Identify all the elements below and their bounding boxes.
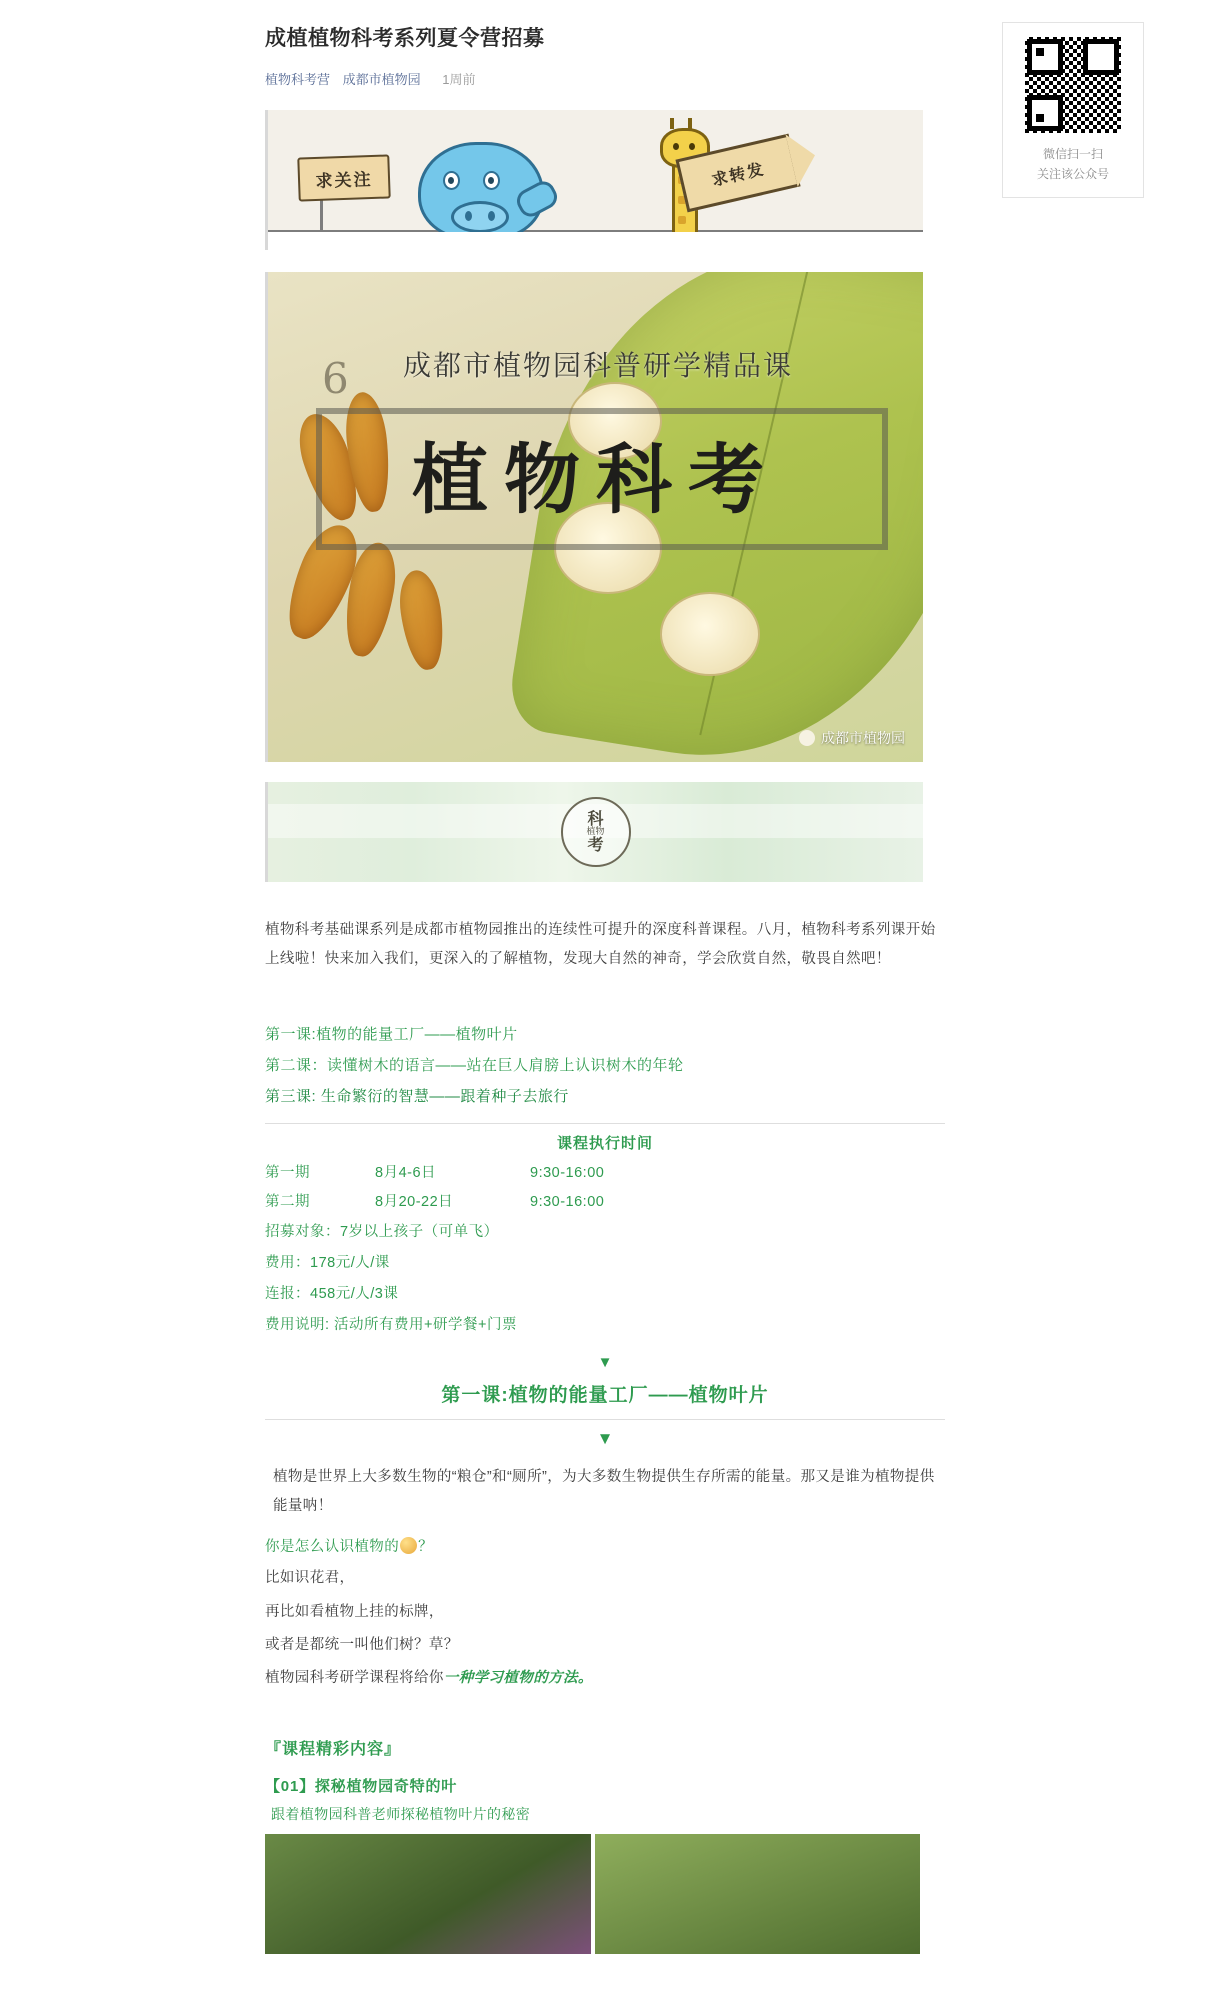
qr-caption-line1: 微信扫一扫	[1042, 147, 1103, 161]
section-line-3: 或者是都统一叫他们树？草？	[265, 1637, 459, 1654]
detail-audience: 招募对象：7岁以上孩子（可单飞）	[265, 1223, 499, 1240]
section-closing	[265, 1662, 945, 1695]
caret-down-icon-2: ▼	[596, 1429, 614, 1449]
qr-code-image	[1025, 37, 1121, 133]
divider	[265, 1123, 945, 1124]
account-avatar-icon	[799, 730, 815, 746]
strip-image	[265, 782, 923, 882]
seal-bottom-char: 考	[587, 835, 604, 855]
page-title: 成植植物科考系列夏令营招募	[265, 27, 545, 50]
meta-time: 1周前	[442, 72, 476, 88]
article-body	[265, 24, 945, 1954]
lesson-list	[265, 1020, 945, 1112]
photo-2	[595, 1834, 921, 1954]
lesson-item-3: 第三课: 生命繁衍的智慧——跟着种子去旅行	[265, 1087, 569, 1105]
flower-graphic-3	[660, 592, 760, 676]
content-block-heading: 『课程精彩内容』	[265, 1740, 402, 1758]
schedule-time-2: 9:30-16:00	[530, 1193, 605, 1210]
photo-strip	[265, 1834, 920, 1954]
schedule-row-1	[265, 1159, 945, 1188]
content-item-title: 【01】探秘植物园奇特的叶	[265, 1777, 458, 1795]
share-sign: 求转发	[675, 134, 800, 213]
seal-top-char: 科	[587, 808, 604, 828]
section-line-1: 比如识花君，	[265, 1570, 355, 1587]
seal-mid-char: 植物	[586, 826, 605, 837]
detail-price: 费用：178元/人/课	[265, 1254, 390, 1271]
section-question	[265, 1533, 945, 1562]
follow-sign: 求关注	[297, 155, 390, 202]
meta-publisher[interactable]: 成都市植物园	[342, 72, 421, 88]
schedule-time-1: 9:30-16:00	[530, 1164, 605, 1181]
section-paragraph: 植物是世界上大多数生物的“粮仓”和“厕所”，为大多数生物提供生存所需的能量。那又是谁为植物提供能量呐！	[273, 1469, 935, 1515]
hippo-icon	[418, 142, 544, 240]
cover-title: 植物科考	[412, 434, 780, 524]
cover-credit-text: 成都市植物园	[821, 730, 905, 747]
caret-down-icon-1: ▼	[597, 1354, 613, 1372]
seal-icon	[561, 797, 631, 867]
schedule-term-2: 第二期	[265, 1193, 310, 1210]
schedule-row-2	[265, 1188, 945, 1217]
smiley-icon	[400, 1537, 417, 1554]
section-question-prefix: 你是怎么认识植物的	[265, 1539, 400, 1556]
photo-1	[265, 1834, 591, 1954]
section-line-2: 再比如看植物上挂的标牌，	[265, 1603, 444, 1620]
lesson-item-1: 第一课:植物的能量工厂——植物叶片	[265, 1026, 518, 1044]
cover-image	[265, 272, 923, 762]
qr-panel	[1002, 22, 1144, 198]
section-divider	[265, 1419, 945, 1420]
detail-price-note: 费用说明: 活动所有费用+研学餐+门票	[265, 1317, 517, 1334]
section-question-suffix: ？	[418, 1539, 434, 1556]
section-heading: 第一课:植物的能量工厂——植物叶片	[441, 1385, 769, 1407]
schedule-date-2: 8月20-22日	[375, 1193, 454, 1210]
qr-caption-line2: 关注该公众号	[1036, 167, 1109, 182]
qr-caption	[1003, 144, 1143, 185]
section-closing-emphasis: 一种学习植物的方法。	[443, 1670, 593, 1687]
banner-illustration	[265, 110, 945, 250]
cover-credit	[799, 728, 905, 748]
intro-paragraph: 植物科考基础课系列是成都市植物园推出的连续性可提升的深度科普课程。八月，植物科考系列课开始上线啦！快来加入我们，更深入的了解植物，发现大自然的神奇，学会欣赏自然，敬畏自然吧！	[265, 922, 936, 968]
content-item-subtitle: 跟着植物园科普老师探秘植物叶片的秘密	[271, 1805, 531, 1822]
lesson-item-2: 第二课：读懂树木的语言——站在巨人肩膀上认识树木的年轮	[265, 1057, 684, 1075]
detail-bundle: 连报：458元/人/3课	[265, 1285, 399, 1302]
section-closing-prefix: 植物园科考研学课程将给你	[265, 1670, 444, 1687]
schedule-date-1: 8月4-6日	[375, 1164, 437, 1181]
schedule-term-1: 第一期	[265, 1164, 310, 1181]
article-meta	[265, 69, 945, 88]
meta-account[interactable]: 植物科考营	[265, 72, 331, 88]
cover-number: 6	[322, 354, 349, 404]
cover-subtitle: 成都市植物园科普研学精品课	[402, 349, 793, 383]
schedule-heading: 课程执行时间	[556, 1134, 653, 1152]
